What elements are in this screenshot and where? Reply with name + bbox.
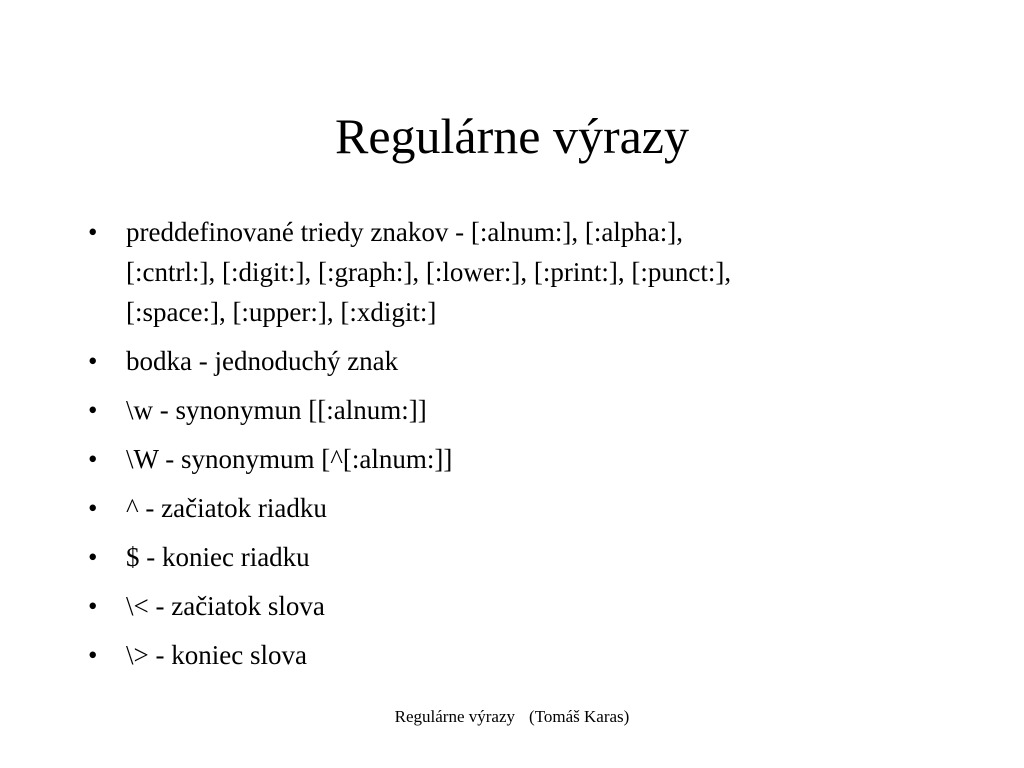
bullet-dot-icon: • xyxy=(88,591,98,621)
slide-title: Regulárne výrazy xyxy=(334,108,689,164)
bullet-list xyxy=(88,212,948,684)
bullet-line: ^ - začiatok riadku xyxy=(126,493,327,523)
bullet-line: \w - synonymun [[:alnum:]] xyxy=(126,395,427,425)
bullet-line: preddefinované triedy znakov - [:alnum:], [:alpha:], xyxy=(126,217,684,247)
footer-author: (Tomáš Karas) xyxy=(529,707,630,726)
list-item xyxy=(88,488,948,528)
bullet-line: \W - synonymum [^[:alnum:]] xyxy=(126,444,453,474)
bullet-dot-icon: • xyxy=(88,493,98,523)
bullet-dot-icon: • xyxy=(88,217,98,247)
list-item xyxy=(88,341,948,381)
bullet-dot-icon: • xyxy=(88,395,98,425)
list-item xyxy=(88,586,948,626)
bullet-line: \< - začiatok slova xyxy=(126,591,325,621)
bullet-line: \> - koniec slova xyxy=(126,640,307,670)
list-item xyxy=(88,537,948,577)
list-item xyxy=(88,439,948,479)
bullet-dot-icon: • xyxy=(88,542,98,572)
list-item xyxy=(88,635,948,675)
footer-title: Regulárne výrazy xyxy=(394,707,516,726)
slide-footer xyxy=(0,706,1024,728)
list-item xyxy=(88,390,948,430)
bullet-line: $ - koniec riadku xyxy=(126,542,310,572)
bullet-line: bodka - jednoduchý znak xyxy=(126,346,399,376)
bullet-dot-icon: • xyxy=(88,346,98,376)
bullet-dot-icon: • xyxy=(88,444,98,474)
bullet-line: [:cntrl:], [:digit:], [:graph:], [:lower:], [:print:], [:punct:], xyxy=(126,257,732,287)
bullet-line: [:space:], [:upper:], [:xdigit:] xyxy=(126,297,437,327)
list-item xyxy=(88,212,948,332)
bullet-dot-icon: • xyxy=(88,640,98,670)
